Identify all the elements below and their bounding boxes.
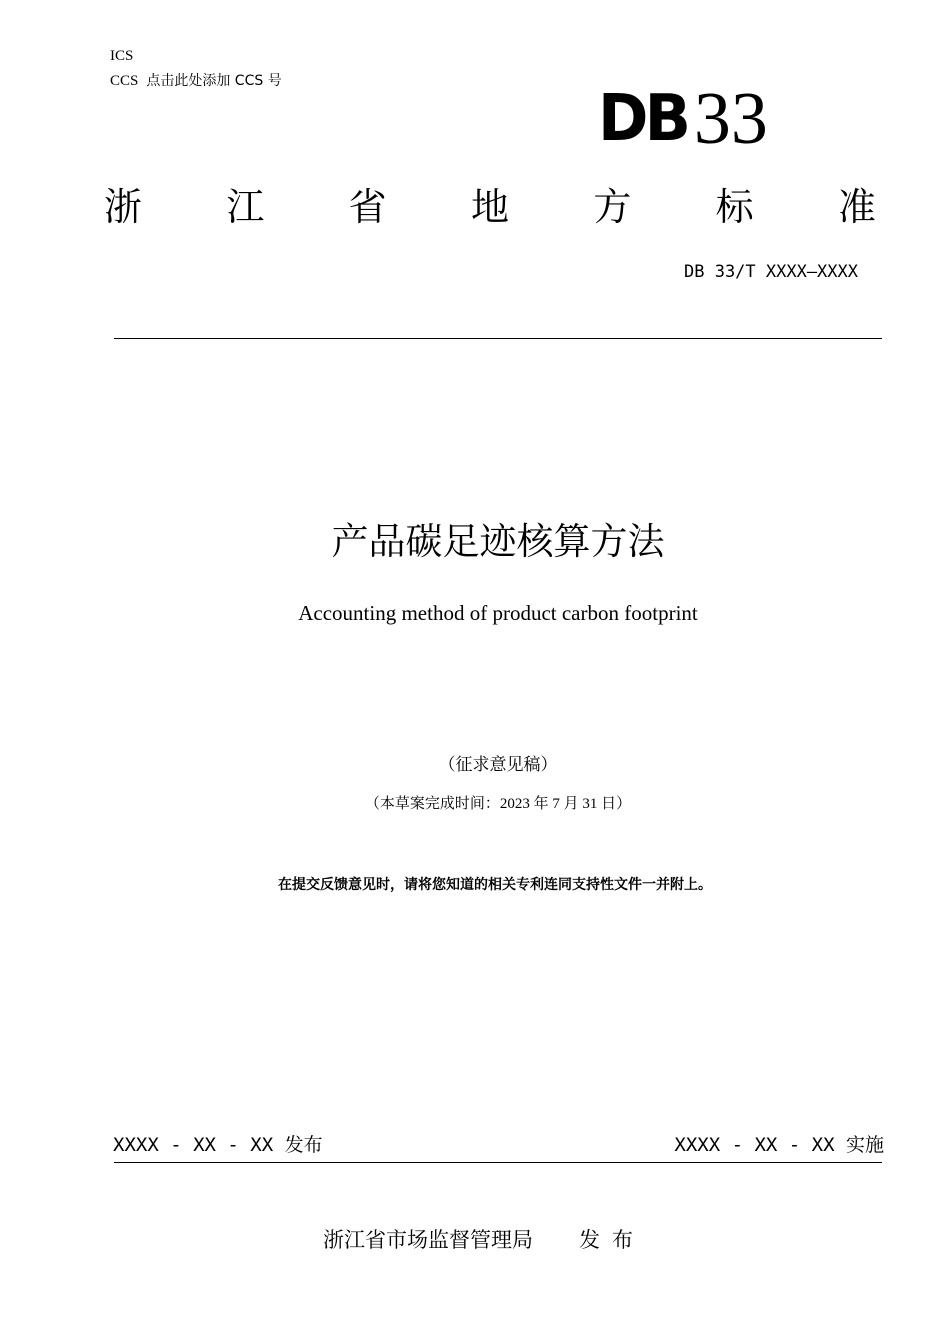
bottom-divider [114, 1162, 882, 1163]
db-logo-number: 33 [693, 78, 768, 160]
standard-type-char: 江 [226, 185, 265, 229]
standard-type-char: 地 [470, 185, 509, 229]
issue-label: 发布 [579, 1228, 645, 1252]
publish-date: XXXX - XX - XX 发布 [113, 1134, 323, 1156]
ccs-line [110, 72, 282, 90]
implement-date: XXXX - XX - XX 实施 [674, 1134, 884, 1156]
document-title-english: Accounting method of product carbon footprint [298, 601, 698, 625]
patent-notice: 在提交反馈意见时，请将您知道的相关专利连同支持性文件一并附上。 [278, 877, 712, 893]
standard-type-char: 方 [593, 185, 632, 229]
db33-logo [598, 78, 812, 160]
standard-type-char: 浙 [104, 185, 143, 229]
draft-completion-date: （本草案完成时间：2023 年 7 月 31 日） [364, 796, 632, 812]
db-logo-letters: DB [598, 82, 688, 156]
document-title: 产品碳足迹核算方法 [331, 520, 665, 563]
top-divider [114, 338, 882, 339]
issuer-line [323, 1226, 645, 1254]
standard-code: DB 33/T XXXX—XXXX [684, 262, 858, 282]
ics-label: ICS [110, 48, 134, 64]
ccs-label: CCS [110, 73, 139, 89]
standard-type-char: 标 [715, 185, 754, 229]
standard-type-char: 准 [837, 185, 876, 229]
standard-type-title [104, 180, 876, 234]
issuer-name: 浙江省市场监督管理局 [323, 1228, 533, 1252]
draft-status: （征求意见稿） [438, 755, 558, 774]
ccs-placeholder[interactable]: 点击此处添加 CCS 号 [146, 73, 282, 89]
standard-type-char: 省 [348, 185, 387, 229]
